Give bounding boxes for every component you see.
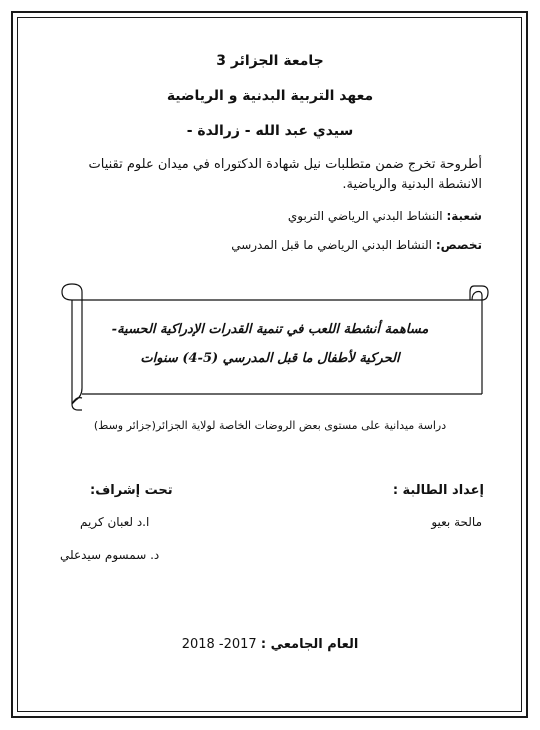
academic-year-label: العام الجامعي :: [260, 637, 359, 652]
student-label: إعداد الطالبة :: [392, 483, 484, 498]
branch-value: النشاط البدني الرياضي التربوي: [287, 209, 443, 223]
university-name: جامعة الجزائر 3: [216, 53, 324, 69]
academic-year-row: [0, 637, 540, 652]
thesis-title-line1: مساهمة أنشطة اللعب في تنمية القدرات الإدراكية الحسية-: [111, 322, 429, 337]
thesis-intro-line1: أطروحة تخرج ضمن متطلبات نيل شهادة الدكتوراه في ميدان علوم تقنيات: [88, 157, 482, 172]
specialty-label: تخصص:: [435, 238, 482, 252]
branch-label: شعبة:: [446, 209, 482, 223]
institute-location: سيدي عبد الله - زرالدة -: [186, 123, 354, 139]
institute-name: معهد التربية البدنية و الرياضية: [166, 88, 374, 104]
supervisor-2: د. سمسوم سيدعلي: [60, 548, 160, 562]
branch-row: [288, 209, 482, 223]
supervisor-1: ا.د لعبان كريم: [80, 515, 150, 529]
title-scroll-banner: [58, 282, 490, 412]
specialty-value: النشاط البدني الرياضي ما قبل المدرسي: [231, 238, 433, 252]
student-name: مالحة بعيو: [431, 515, 482, 529]
thesis-intro-line2: الانشطة البدنية والرياضية.: [342, 177, 482, 192]
academic-year-value: 2017- 2018: [181, 637, 257, 652]
supervision-label: تحت إشراف:: [90, 483, 173, 498]
thesis-title-line2: الحركية لأطفال ما قبل المدرسي (5-4) سنوات: [140, 351, 400, 366]
study-description: دراسة ميدانية على مستوى بعض الروضات الخاصة لولاية الجزائر(جزائر وسط): [93, 419, 447, 432]
specialty-row: [231, 238, 482, 252]
